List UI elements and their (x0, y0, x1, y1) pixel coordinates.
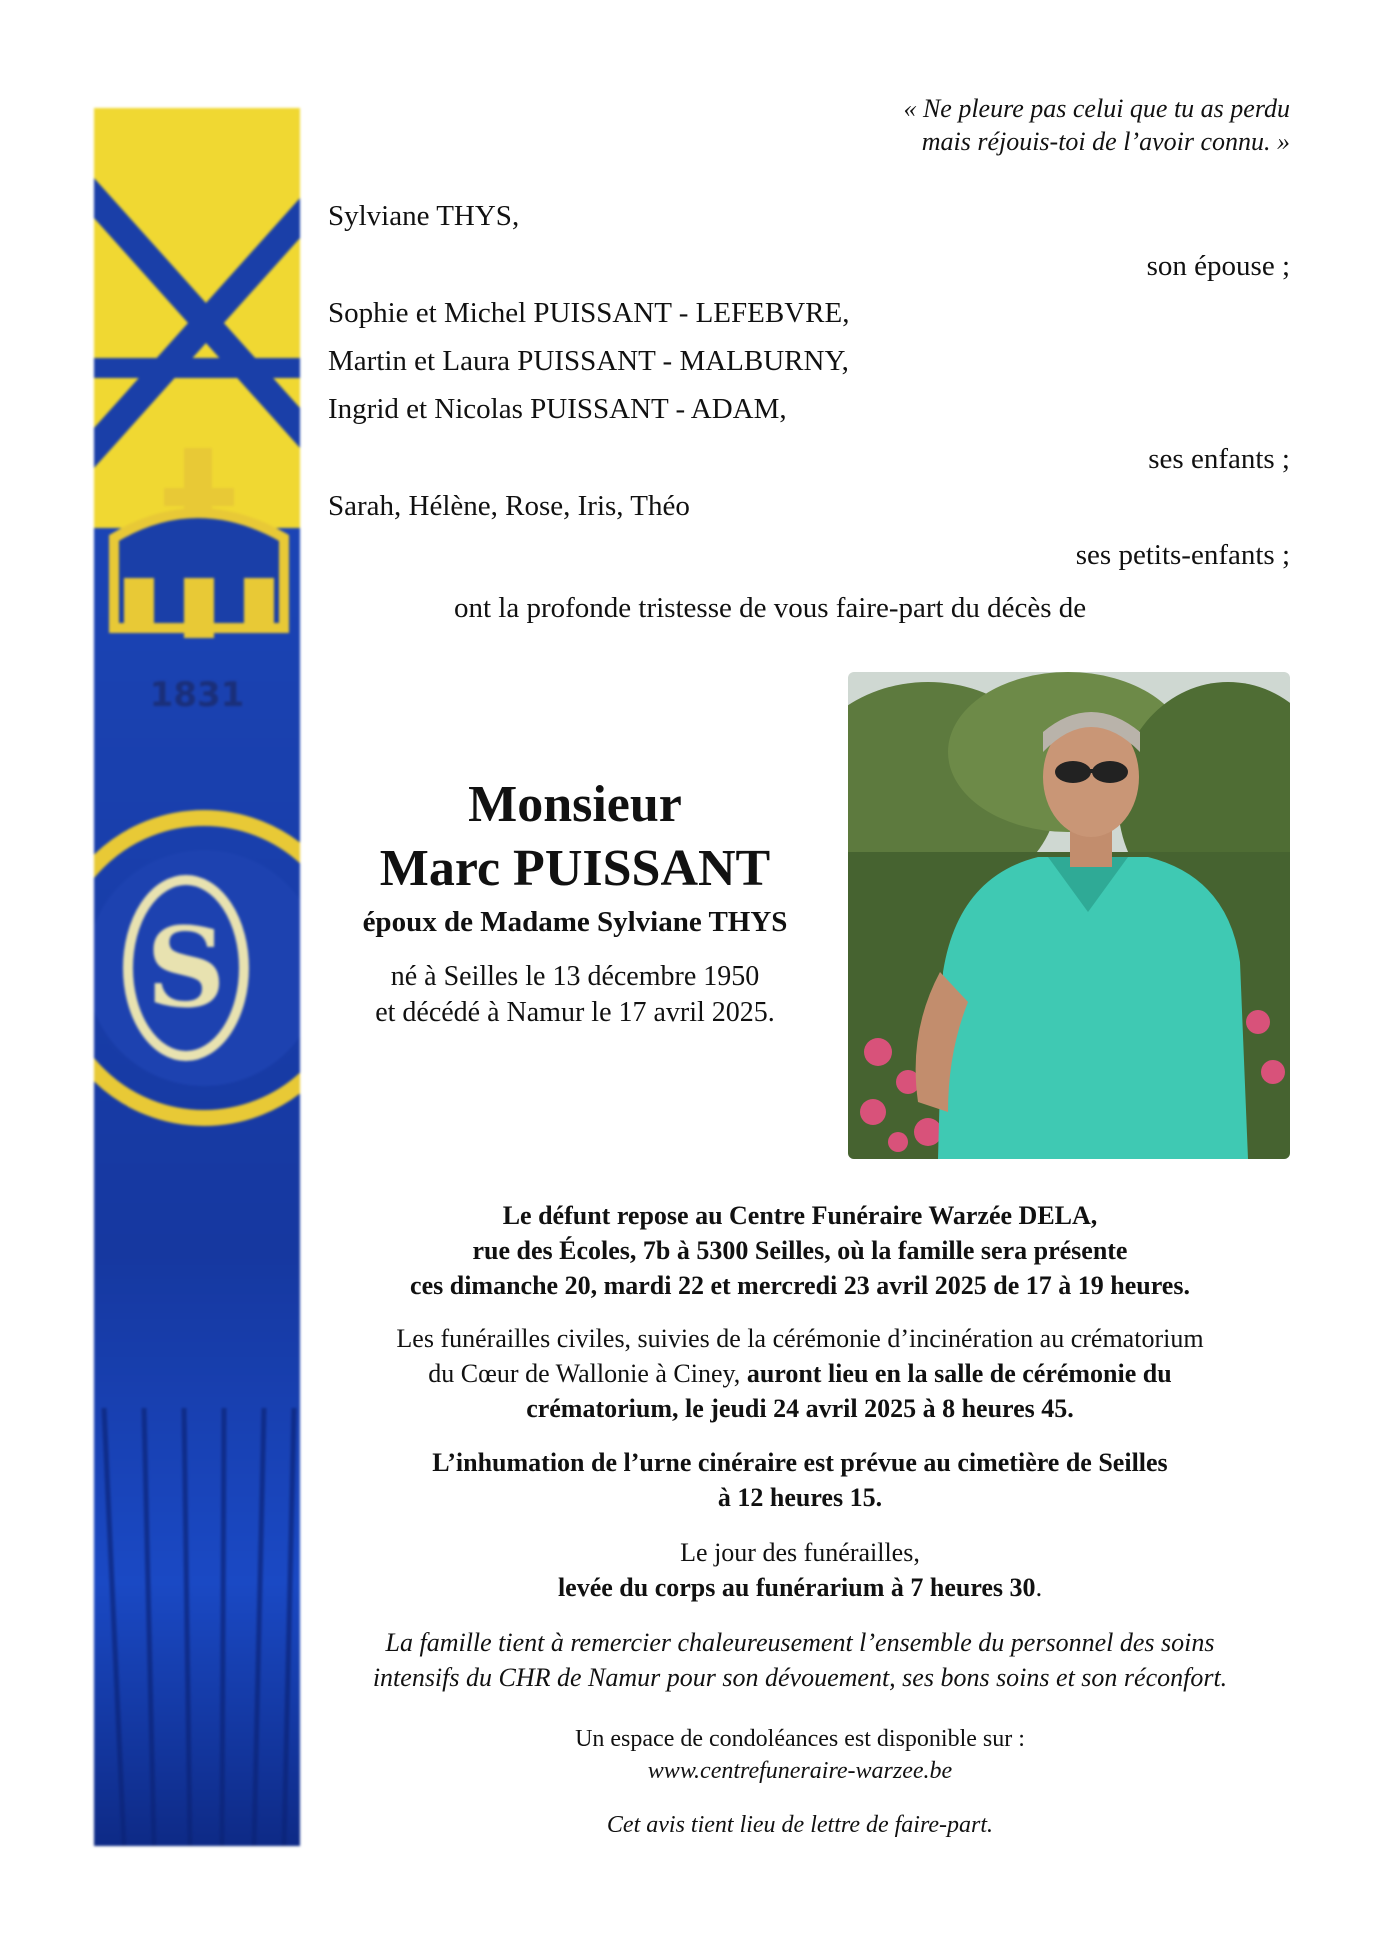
funeral-day-line-2-end: . (1035, 1573, 1043, 1602)
child-2: Martin et Laura PUISSANT - MALBURNY, (328, 345, 849, 377)
thanks-line-2: intensifs du CHR de Namur pour son dévouement, ses bons soins et son réconfort. (372, 1663, 1228, 1692)
deceased-spouse-line: époux de Madame Sylviane THYS (362, 906, 788, 938)
funeral-line-2 (300, 1356, 1300, 1391)
deceased-photo (848, 672, 1290, 1159)
funeral-day-line-2 (300, 1570, 1300, 1605)
grandchildren-role: ses petits-enfants ; (1075, 539, 1290, 571)
scarf-year: 1831 (149, 675, 245, 715)
footer-note: Cet avis tient lieu de lettre de faire-part. (606, 1812, 994, 1838)
deceased-block (320, 774, 830, 1031)
burial-paragraph (300, 1445, 1300, 1515)
funeral-line-2a: du Cœur de Wallonie à Ciney, (428, 1359, 747, 1388)
child-1: Sophie et Michel PUISSANT - LEFEBVRE, (328, 297, 850, 329)
condolences-line: Un espace de condoléances est disponible sur : (575, 1726, 1025, 1752)
funeral-line-1: Les funérailles civiles, suivies de la cérémonie d’incinération au crématorium (396, 1324, 1204, 1353)
deceased-title: Monsieur (468, 776, 682, 833)
children-role: ses enfants ; (1148, 443, 1290, 475)
portrait-image (848, 672, 1290, 1159)
funeral-paragraph (300, 1321, 1300, 1426)
scarf-image (94, 108, 300, 1846)
funeral-day-paragraph (300, 1535, 1300, 1605)
child-3: Ingrid et Nicolas PUISSANT - ADAM, (328, 393, 787, 425)
scarf-decoration (94, 108, 300, 1846)
funeral-line-3: crématorium, le jeudi 24 avril 2025 à 8 heures 45. (526, 1394, 1074, 1423)
scarf-monogram: S (146, 903, 226, 1032)
epigraph-line-1: « Ne pleure pas celui que tu as perdu (903, 94, 1290, 123)
repose-paragraph (300, 1198, 1300, 1303)
grandchildren: Sarah, Hélène, Rose, Iris, Théo (328, 490, 690, 522)
thanks-paragraph (300, 1625, 1300, 1695)
condolences-paragraph (300, 1723, 1300, 1787)
burial-line-2: à 12 heures 15. (717, 1483, 883, 1512)
spouse-name: Sylviane THYS, (328, 200, 520, 232)
death-line: et décédé à Namur le 17 avril 2025. (375, 997, 775, 1028)
burial-line-1: L’inhumation de l’urne cinéraire est prévue au cimetière de Seilles (432, 1448, 1168, 1477)
repose-line-1: Le défunt repose au Centre Funéraire Warzée DELA, (502, 1201, 1098, 1230)
condolences-url-link[interactable]: www.centrefuneraire-warzee.be (647, 1758, 953, 1784)
deceased-name: Marc PUISSANT (379, 840, 771, 897)
birth-line: né à Seilles le 13 décembre 1950 (390, 961, 760, 992)
funeral-line-2b: auront lieu en la salle de cérémonie du (746, 1359, 1172, 1388)
spouse-role: son épouse ; (1146, 250, 1290, 282)
funeral-day-line-2-bold: levée du corps au funérarium à 7 heures 30 (557, 1573, 1036, 1602)
announcement: ont la profonde tristesse de vous faire-part du décès de (454, 592, 1087, 624)
epigraph-line-2: mais réjouis-toi de l’avoir connu. » (921, 127, 1290, 156)
funeral-day-line-1: Le jour des funérailles, (680, 1538, 920, 1567)
repose-line-2: rue des Écoles, 7b à 5300 Seilles, où la famille sera présente (472, 1236, 1128, 1265)
epigraph-quote (903, 92, 1290, 158)
repose-line-3: ces dimanche 20, mardi 22 et mercredi 23 avril 2025 de 17 à 19 heures. (410, 1271, 1190, 1300)
thanks-line-1: La famille tient à remercier chaleureusement l’ensemble du personnel des soins (385, 1628, 1215, 1657)
